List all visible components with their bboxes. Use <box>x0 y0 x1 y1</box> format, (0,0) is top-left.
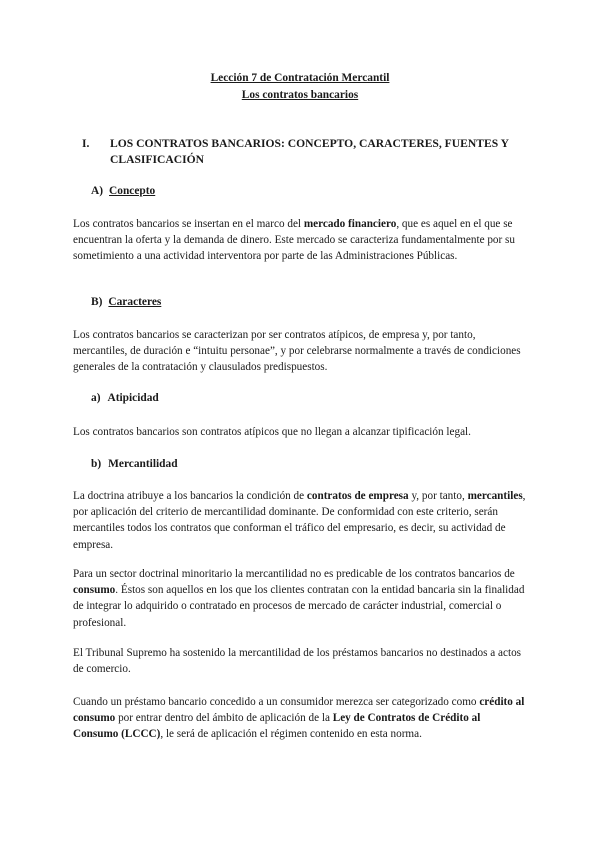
bold-term: consumo <box>73 584 116 597</box>
text-run: Los contratos bancarios se insertan en el marco del <box>73 218 304 230</box>
paragraph-mercantilidad-1 <box>73 488 527 553</box>
paragraph-concepto <box>73 216 527 265</box>
text-run: , le será de aplicación el régimen contenido en esta norma. <box>160 728 422 741</box>
section-title-line1: LOS CONTRATOS BANCARIOS: CONCEPTO, CARACTERES, FUENTES Y <box>110 137 509 150</box>
subheading-marker: a) <box>91 392 101 404</box>
section-title-line2: CLASIFICACIÓN <box>110 153 205 166</box>
paragraph-mercantilidad-4 <box>73 694 527 743</box>
text-run: Para un sector doctrinal minoritario la mercantilidad no es predicable de los contratos bancarios de <box>73 568 515 580</box>
text-run: , por aplicación del criterio de mercantilidad dominante. De conformidad con este criterio, serán mercantiles todos los contratos que conforman el tráfico del empresario, es decir, su actividad de empresa. <box>73 490 526 551</box>
subheading-marker: A) <box>91 185 104 197</box>
bold-term: mercantiles <box>467 490 523 502</box>
subheading-caracteres <box>91 294 161 310</box>
lesson-subtitle: Los contratos bancarios <box>241 89 359 101</box>
subheading-label: Mercantilidad <box>108 458 178 470</box>
subheading-atipicidad <box>91 390 159 406</box>
subheading-marker: b) <box>91 458 102 470</box>
subheading-marker: B) <box>91 296 103 308</box>
text-run: y, por tanto, <box>408 490 468 502</box>
bold-term: crédito al consumo <box>73 696 525 725</box>
bold-term: contratos de empresa <box>306 490 409 502</box>
paragraph-mercantilidad-3: El Tribunal Supremo ha sostenido la mercantilidad de los préstamos bancarios no destinados a actos de comercio. <box>73 647 522 676</box>
bold-term: mercado financiero <box>303 218 397 230</box>
subheading-label: Concepto <box>109 185 156 197</box>
subheading-label: Caracteres <box>108 296 162 308</box>
section-number: I. <box>82 137 90 150</box>
section-title <box>110 136 550 168</box>
text-run: por entrar dentro del ámbito de aplicación de la <box>115 712 333 725</box>
text-run: La doctrina atribuye a los bancarios la condición de <box>73 490 307 502</box>
subheading-mercantilidad <box>91 456 178 472</box>
paragraph-atipicidad: Los contratos bancarios son contratos atípicos que no llegan a alcanzar tipificación legal. <box>73 426 471 438</box>
subheading-label: Atipicidad <box>107 392 159 404</box>
subheading-concepto <box>91 183 155 199</box>
bold-term: Ley de Contratos de Crédito al Consumo (LCCC) <box>73 712 481 741</box>
text-run: , que es aquel en el que se encuentran la oferta y la demanda de dinero. Este mercado se caracteriza fundamentalmente por su sometimiento a una actividad interventora por parte de las Administraciones Públicas. <box>73 218 515 263</box>
paragraph-caracteres: Los contratos bancarios se caracterizan por ser contratos atípicos, de empresa y, por tanto, mercantiles, de duración e “intuitu personae”, y por celebrarse normalmente a través de condiciones generales de la contratación y clausulados predispuestos. <box>73 329 521 374</box>
lesson-title: Lección 7 de Contratación Mercantil <box>210 72 390 84</box>
paragraph-mercantilidad-2 <box>73 566 527 631</box>
text-run: . Éstos son aquellos en los que los clientes contratan con la entidad bancaria sin la finalidad de integrar lo adquirido o contratado en procesos de mercado de carácter industrial, comercial o profesional. <box>73 584 525 629</box>
text-run: Cuando un préstamo bancario concedido a un consumidor merezca ser categorizado como <box>73 696 480 708</box>
